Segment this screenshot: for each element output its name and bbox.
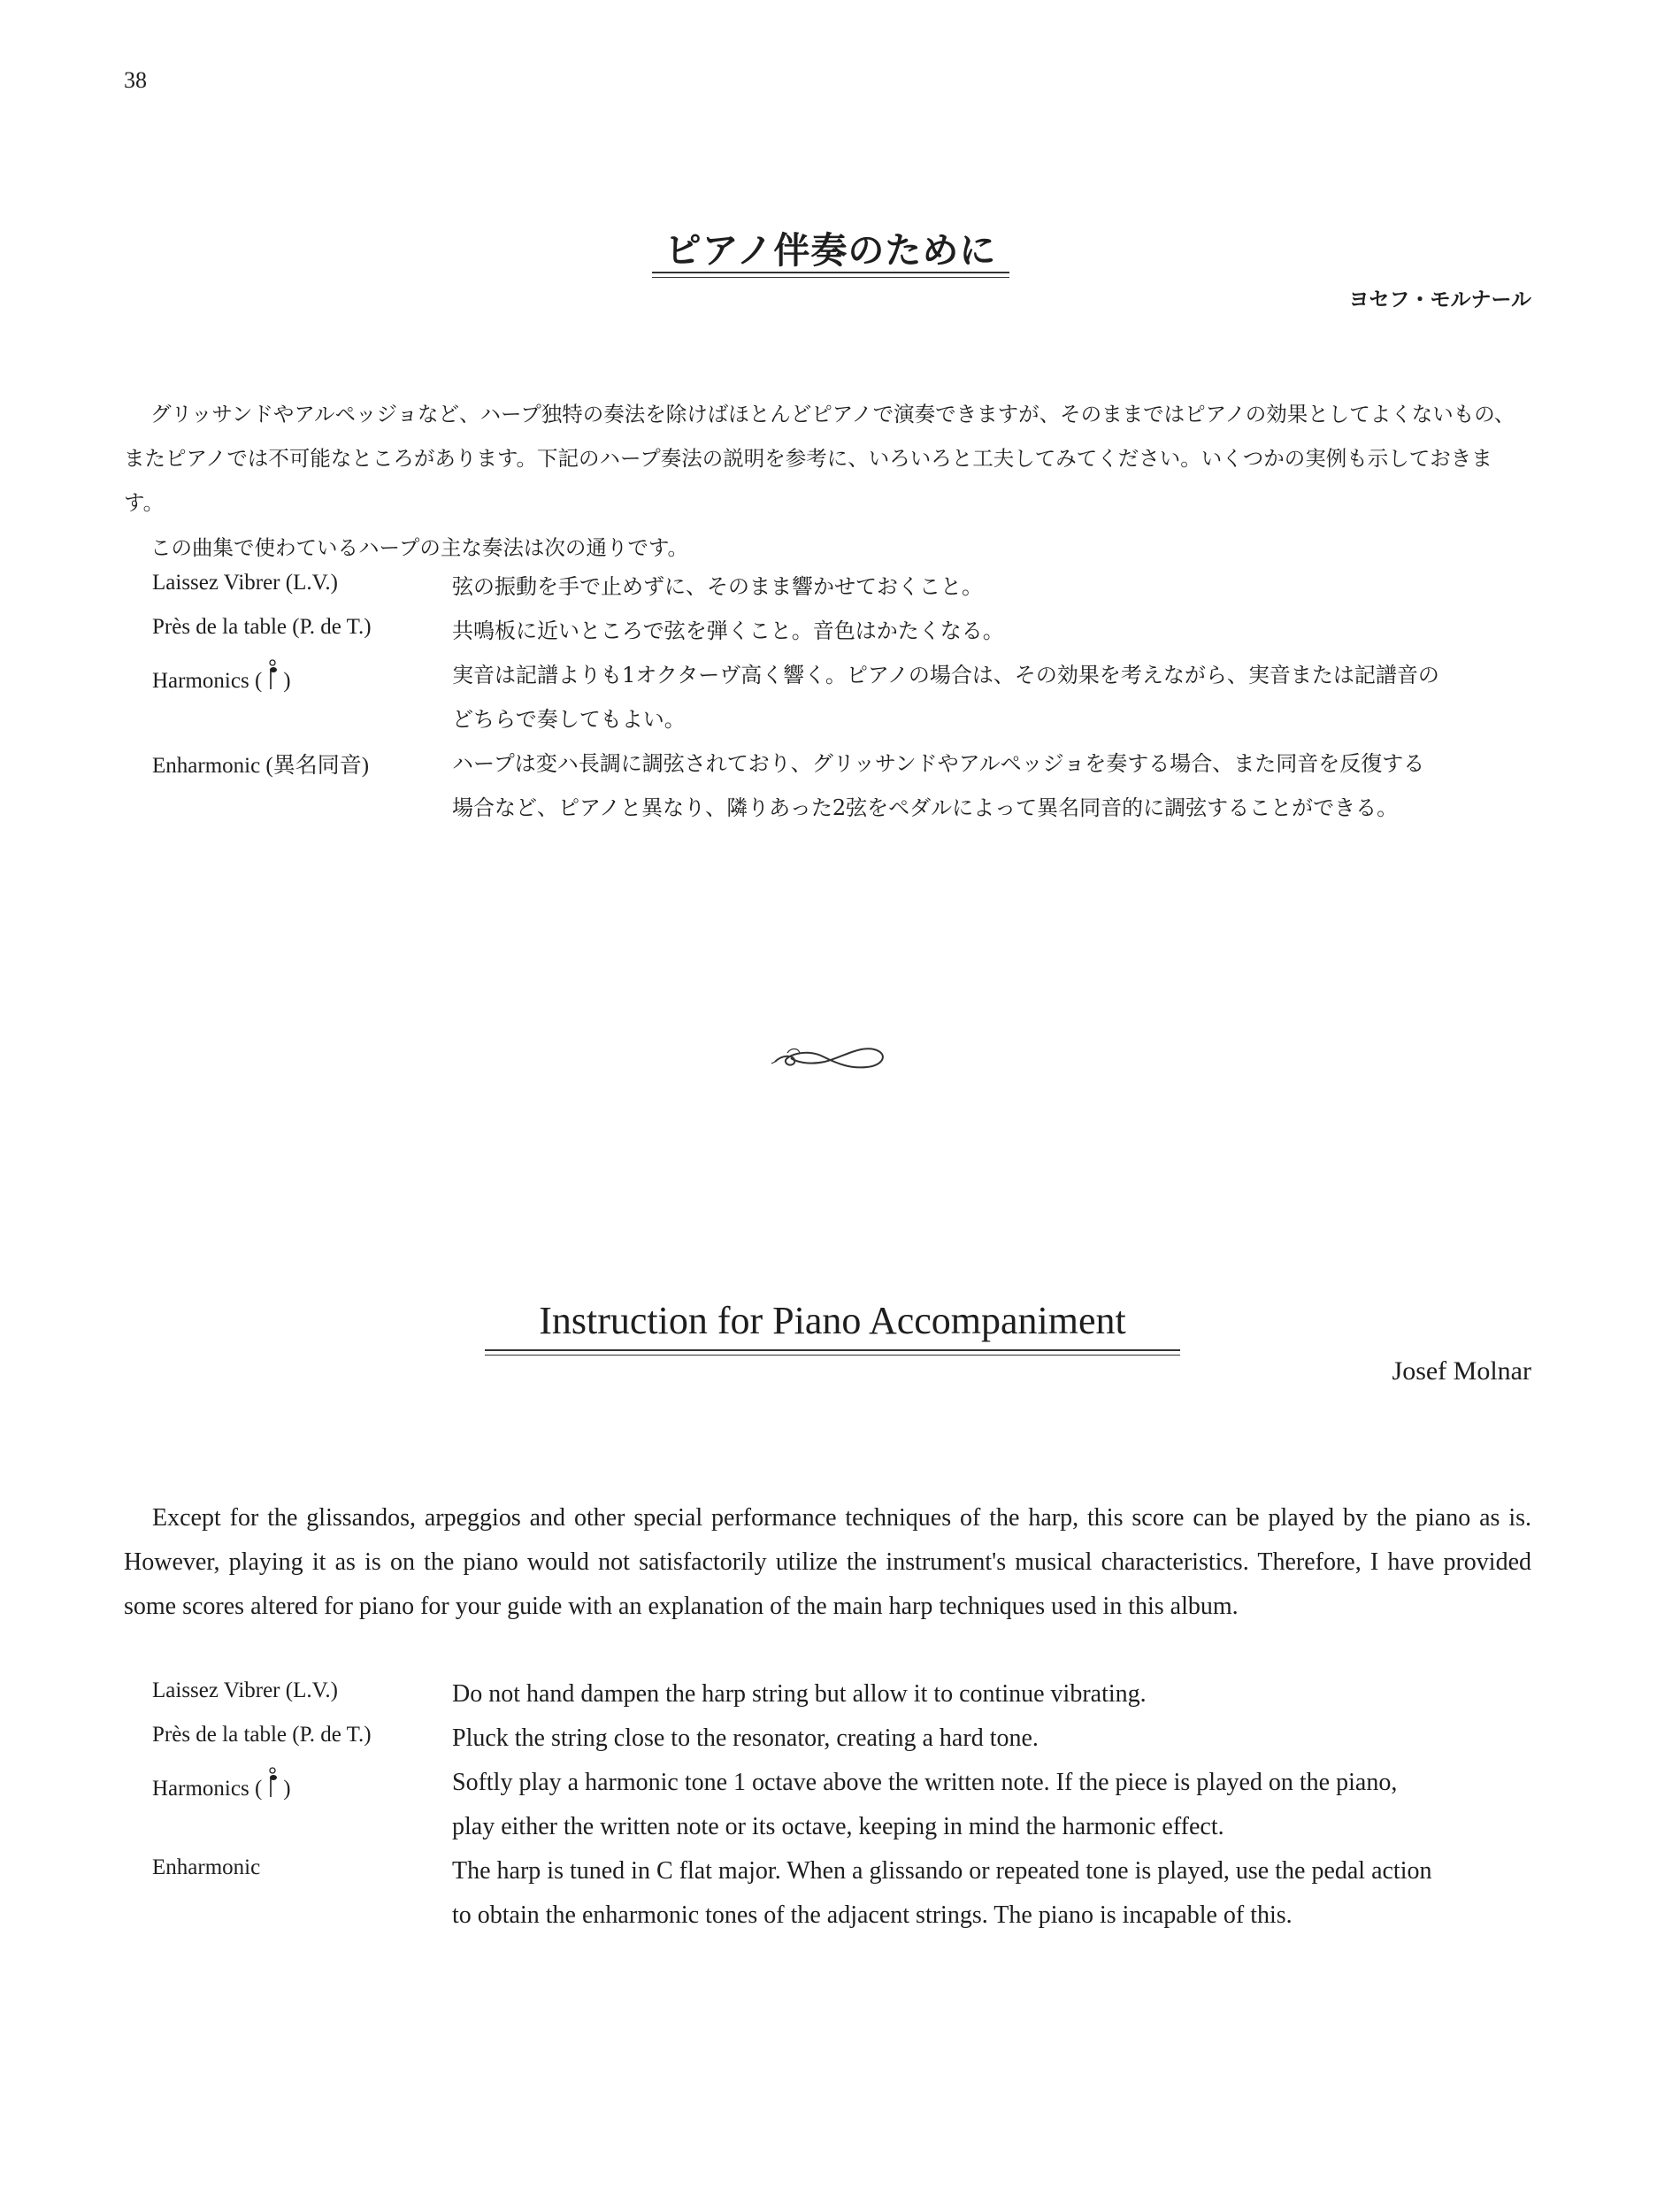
japanese-term-enharmonic: Enharmonic (異名同音) <box>152 754 370 778</box>
flourish-ornament <box>770 1035 894 1079</box>
english-title-rule-thin <box>485 1355 1180 1356</box>
english-author: Josef Molnar <box>1392 1356 1531 1386</box>
english-desc-laissez-vibrer: Do not hand dampen the harp string but allow it to continue vibrating. <box>452 1680 1147 1708</box>
english-desc-harmonics-line2: play either the written note or its octave, keeping in mind the harmonic effect. <box>452 1813 1224 1840</box>
english-term-harmonics <box>152 1767 291 1801</box>
japanese-desc-harmonics <box>452 653 1514 741</box>
japanese-desc-harmonics-line1: 実音は記譜よりも1オクターヴ高く響く。ピアノの場合は、その効果を考えながら、実音または記譜音の <box>452 663 1439 687</box>
english-title: Instruction for Piano Accompaniment <box>539 1299 1126 1342</box>
japanese-desc-pres-de-la-table: 共鳴板に近いところで弦を弾くこと。音色はかたくなる。 <box>452 618 1004 643</box>
english-term-harmonics-prefix: Harmonics ( <box>152 1777 263 1801</box>
japanese-title-rule <box>652 272 1009 273</box>
japanese-term-harmonics <box>152 659 291 694</box>
english-intro-paragraph: Except for the glissandos, arpeggios and other special performance techniques of the harp, this score can be played by the piano as is. However, playing it as is on the piano would not satisfactorily utilize the instrument's musical characteristics. Therefore, I have provided some scores altered for piano for your guide with an explanation of the main harp techniques used in this album. <box>124 1504 1531 1620</box>
harmonic-note-icon <box>265 659 280 691</box>
english-desc-enharmonic-line2: to obtain the enharmonic tones of the adjacent strings. The piano is incapable of this. <box>452 1901 1293 1929</box>
page-number: 38 <box>124 67 147 93</box>
japanese-author: ヨセフ・モルナール <box>1348 288 1531 311</box>
english-desc-enharmonic-line1: The harp is tuned in C flat major. When a glissando or repeated tone is played, use the pedal action <box>452 1857 1432 1885</box>
english-desc-enharmonic <box>452 1849 1533 1938</box>
japanese-term-laissez-vibrer: Laissez Vibrer (L.V.) <box>152 571 339 595</box>
japanese-title-rule-thin <box>652 277 1009 278</box>
english-term-harmonics-suffix: ) <box>283 1777 291 1801</box>
english-term-laissez-vibrer: Laissez Vibrer (L.V.) <box>152 1678 339 1702</box>
english-title-rule <box>485 1349 1180 1351</box>
english-term-enharmonic: Enharmonic <box>152 1855 261 1879</box>
japanese-title: ピアノ伴奏のために <box>664 229 997 272</box>
japanese-desc-enharmonic-line2: 場合など、ピアノと異なり、隣りあった2弦をペダルによって異名同音的に調弦することができる。 <box>452 795 1399 820</box>
english-desc-pres-de-la-table: Pluck the string close to the resonator, creating a hard tone. <box>452 1724 1039 1752</box>
japanese-desc-enharmonic <box>452 741 1514 830</box>
english-term-pres-de-la-table: Près de la table (P. de T.) <box>152 1723 372 1747</box>
japanese-term-harmonics-suffix: ) <box>283 669 291 693</box>
harmonic-note-icon <box>265 1767 280 1799</box>
japanese-term-pres-de-la-table: Près de la table (P. de T.) <box>152 615 372 639</box>
japanese-term-harmonics-prefix: Harmonics ( <box>152 669 263 693</box>
japanese-desc-harmonics-line2: どちらで奏してもよい。 <box>452 707 686 732</box>
english-desc-harmonics-line1: Softly play a harmonic tone 1 octave above the written note. If the piece is played on the piano, <box>452 1769 1398 1796</box>
japanese-lead-sentence: この曲集で使わているハープの主な奏法は次の通りです。 <box>150 535 688 560</box>
japanese-intro-paragraph: グリッサンドやアルペッジョなど、ハープ独特の奏法を除けばほとんどピアノで演奏できますが、そのままではピアノの効果としてよくないもの、またピアノでは不可能なところがあります。下記のハープ奏法の説明を参考に、いろいろと工夫してみてください。いくつかの実例も示しておきます。 <box>124 402 1515 515</box>
english-desc-harmonics <box>452 1761 1533 1849</box>
japanese-desc-laissez-vibrer: 弦の振動を手で止めずに、そのまま響かせておくこと。 <box>452 574 983 599</box>
japanese-desc-enharmonic-line1: ハープは変ハ長調に調弦されており、グリッサンドやアルペッジョを奏する場合、また同音を反復する <box>452 751 1425 776</box>
